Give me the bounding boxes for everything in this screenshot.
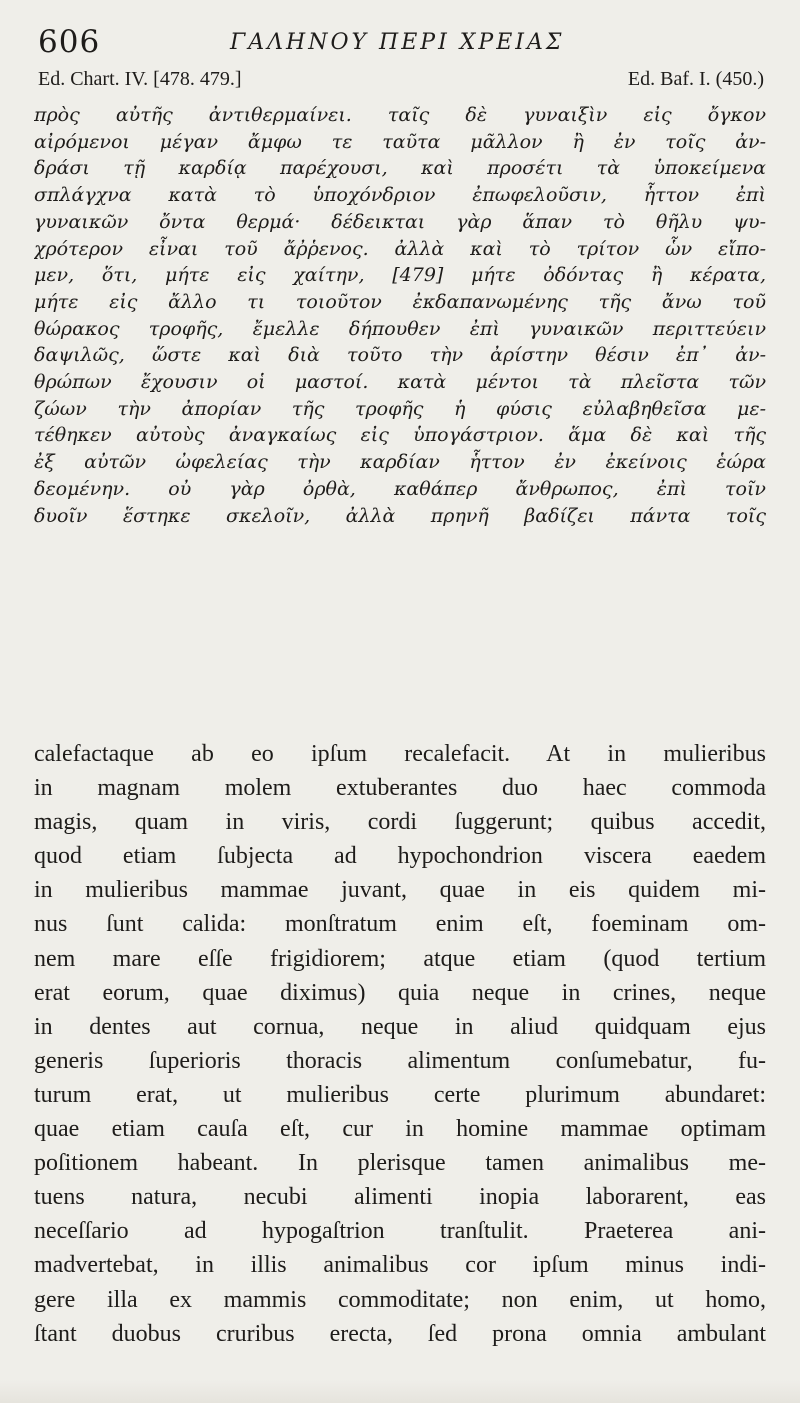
greek-line: μήτε εἰς ἄλλο τι τοιοῦτον ἐκδαπανωμένης τῆς ἄνω τοῦ (34, 290, 766, 313)
latin-line: nem mare eſſe frigidiorem; atque etiam (quod tertium (34, 945, 766, 972)
latin-line: gere illa ex mammis commoditate; non enim, ut homo, (34, 1286, 766, 1313)
running-title: ΓΑΛΗΝΟΥ ΠΕΡΙ ΧΡΕΙΑΣ (230, 30, 565, 55)
greek-line: γυναικῶν ὄντα θερμά· δέδεικται γὰρ ἅπαν τὸ θῆλυ ψυ- (34, 210, 766, 233)
greek-line: σπλάγχνα κατὰ τὸ ὑποχόνδριον ἐπωφελοῦσιν, ἧττον ἐπὶ (34, 184, 766, 207)
greek-line: αἰρόμενοι μέγαν ἄμφω τε ταῦτα μᾶλλον ἢ ἐν τοῖς ἀν- (34, 130, 766, 153)
greek-line: μεν, ὅτι, μήτε εἰς χαίτην, [479] μήτε ὀδόντας ἢ κέρατα, (34, 264, 766, 287)
greek-line: θρώπων ἔχουσιν οἱ μαστοί. κατὰ μέντοι τὰ πλεῖστα τῶν (34, 371, 766, 394)
running-head (34, 24, 766, 68)
latin-line: quae etiam cauſa eſt, cur in homine mammae optimam (34, 1116, 766, 1143)
latin-line: turum erat, ut mulieribus certe plurimum abundaret: (34, 1081, 766, 1108)
latin-line: generis ſuperioris thoracis alimentum conſumebatur, fu- (34, 1047, 766, 1074)
greek-line: δυοῖν ἕστηκε σκελοῖν, ἀλλὰ πρηνῆ βαδίζει πάντα τοῖς (34, 504, 766, 527)
latin-line: erat eorum, quae diximus) quia neque in crines, neque (34, 979, 766, 1006)
edition-basel: Ed. Baf. I. (450.) (627, 68, 764, 90)
page-number: 606 (38, 24, 101, 60)
latin-line: in dentes aut cornua, neque in aliud quidquam ejus (34, 1013, 766, 1040)
latin-line: quod etiam ſubjecta ad hypochondrion viscera eaedem (34, 843, 766, 870)
greek-line: δεομένην. οὐ γὰρ ὀρθὰ, καθάπερ ἄνθρωπος, ἐπὶ τοῖν (34, 477, 766, 500)
greek-line: θώρακος τροφῆς, ἔμελλε δήπουθεν ἐπὶ γυναικῶν περιττεύειν (34, 317, 766, 340)
greek-line: χρότερον εἶναι τοῦ ἄῤῥενος. ἀλλὰ καὶ τὸ τρίτον ὧν εἴπο- (34, 237, 766, 260)
greek-line: πρὸς αὐτῆς ἀντιθερμαίνει. ταῖς δὲ γυναιξὶν εἰς ὄγκον (34, 104, 766, 126)
greek-text (34, 102, 766, 529)
greek-line: ζώων τὴν ἀπορίαν τῆς τροφῆς ἡ φύσις εὐλαβηθεῖσα με- (34, 397, 766, 420)
latin-line: neceſſario ad hypogaſtrion tranſtulit. Praeterea ani- (34, 1218, 766, 1245)
latin-translation (34, 737, 766, 1351)
latin-line: madvertebat, in illis animalibus cor ipſum minus indi- (34, 1252, 766, 1279)
edition-references (34, 68, 766, 102)
latin-line: nus ſunt calida: monſtratum enim eſt, foeminam om- (34, 911, 766, 938)
edition-chartier: Ed. Chart. IV. [478. 479.] (38, 68, 242, 90)
latin-line: in magnam molem extuberantes duo haec commoda (34, 775, 766, 802)
greek-line: δαψιλῶς, ὥστε καὶ διὰ τοῦτο τὴν ἀρίστην θέσιν ἐπ᾽ ἀν- (34, 344, 766, 367)
page-bleed-through (0, 1380, 800, 1403)
latin-line: ſtant duobus cruribus erecta, ſed prona omnia ambulant (34, 1320, 766, 1347)
greek-line: δράσι τῇ καρδίᾳ παρέχουσι, καὶ προσέτι τὰ ὑποκείμενα (34, 157, 766, 180)
latin-line: in mulieribus mammae juvant, quae in eis quidem mi- (34, 877, 766, 904)
latin-line: calefactaque ab eo ipſum recalefacit. At in mulieribus (34, 741, 766, 767)
greek-line: τέθηκεν αὐτοὺς ἀναγκαίως εἰς ὑπογάστριον. ἅμα δὲ καὶ τῆς (34, 424, 766, 447)
latin-line: poſitionem habeant. In plerisque tamen animalibus me- (34, 1150, 766, 1177)
greek-line: ἐξ αὐτῶν ὠφελείας τὴν καρδίαν ἧττον ἐν ἐκείνοις ἑώρα (34, 451, 766, 474)
latin-line: magis, quam in viris, cordi ſuggerunt; quibus accedit, (34, 809, 766, 836)
latin-line: tuens natura, necubi alimenti inopia laborarent, eas (34, 1184, 766, 1211)
